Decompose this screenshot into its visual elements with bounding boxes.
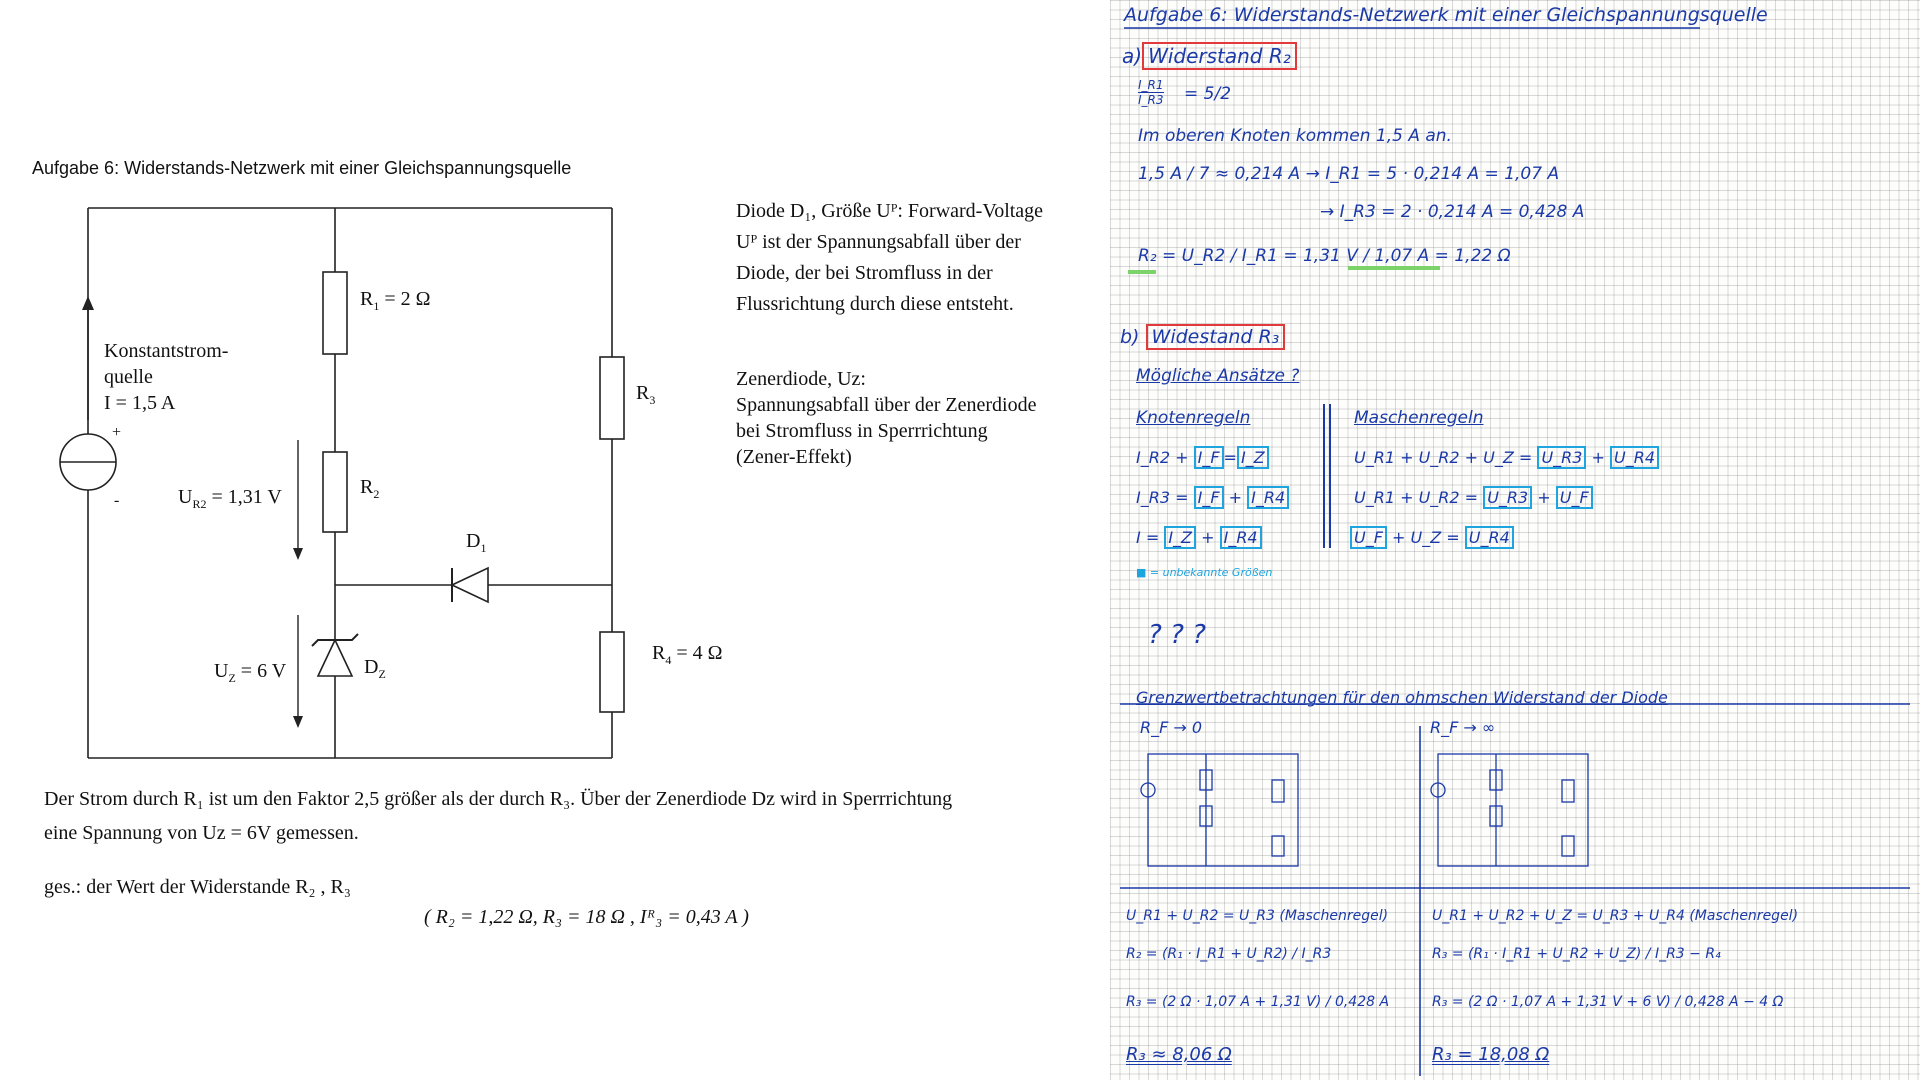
part-a-heading: a) Widerstand R₂ bbox=[1122, 44, 1297, 68]
part-b-heading: b) Widestand R₃ bbox=[1120, 326, 1285, 348]
case-right: R_F → ∞ bbox=[1430, 718, 1496, 737]
right-eq-1: U_R1 + U_R2 + U_Z = U_R3 + U_R4 (Maschenregel) bbox=[1432, 908, 1799, 924]
right-eq-2: R₃ = (R₁ · I_R1 + U_R2 + U_Z) / I_R3 − R₄ bbox=[1432, 946, 1721, 962]
left-eq-2: R₂ = (R₁ · I_R1 + U_R2) / I_R3 bbox=[1126, 946, 1332, 962]
knoten-text: Im oberen Knoten kommen 1,5 A an. bbox=[1138, 126, 1452, 146]
plus-label: + bbox=[112, 424, 122, 441]
maschen-eq-3: U_F + U_Z = U_R4 bbox=[1350, 528, 1514, 547]
maschen-eq-2: U_R1 + U_R2 = U_R3 + U_F bbox=[1354, 488, 1593, 507]
maschenregeln-label: Maschenregeln bbox=[1354, 408, 1484, 428]
calc-1: 1,5 A / 7 ≈ 0,214 A → I_R1 = 5 · 0,214 A = 1,07 A bbox=[1138, 164, 1560, 184]
ratio-value: = 5/2 bbox=[1184, 84, 1232, 104]
ratio-fraction: I_R1 I_R3 bbox=[1138, 78, 1164, 107]
maschen-eq-1: U_R1 + U_R2 + U_Z = U_R3 + U_R4 bbox=[1354, 448, 1659, 467]
sketch-circuit-right bbox=[1438, 754, 1588, 866]
dz-label: $D_Z$ bbox=[364, 656, 386, 681]
resistor-r3 bbox=[600, 357, 624, 439]
d1-label: $D_1$ bbox=[466, 530, 487, 555]
zener-diode-symbol bbox=[318, 640, 352, 676]
grenzwert-title: Grenzwertbetrachtungen für den ohmschen Widerstand der Diode bbox=[1136, 688, 1668, 707]
right-eq-3: R₃ = (2 Ω · 1,07 A + 1,31 V + 6 V) / 0,428 A − 4 Ω bbox=[1432, 994, 1784, 1010]
knoten-eq-1: I_R2 + I_F = I_Z bbox=[1136, 448, 1269, 467]
uz-label: $U_Z = 6$ V bbox=[214, 660, 287, 685]
knoten-eq-2: I_R3 = I_F + I_R4 bbox=[1136, 488, 1289, 507]
r1-label: $R_1 = 2$ Ω bbox=[360, 288, 431, 313]
left-eq-1: U_R1 + U_R2 = U_R3 (Maschenregel) bbox=[1126, 908, 1389, 924]
left-eq-3: R₃ = (2 Ω · 1,07 A + 1,31 V) / 0,428 A bbox=[1126, 994, 1390, 1010]
minus-label: - bbox=[114, 492, 120, 509]
problem-text: Der Strom durch R₁ ist um den Faktor 2,5 größer als der durch R₃. Über der Zenerdiode Dᴢ wird in Sperrrichtung eine Spannung von Uᴢ = 6V gemessen. bbox=[44, 788, 953, 844]
problem-title: Aufgabe 6: Widerstands-Netzwerk mit einer Gleichspannungsquelle bbox=[32, 158, 572, 178]
arrow-down-icon bbox=[293, 548, 303, 560]
left-result: R₃ ≈ 8,06 Ω bbox=[1126, 1044, 1232, 1065]
r4-label: $R_4 = 4$ Ω bbox=[652, 642, 723, 667]
legend-note: ■ = unbekannte Größen bbox=[1136, 566, 1273, 579]
question-marks: ? ? ? bbox=[1148, 620, 1206, 650]
arrow-up-icon bbox=[82, 296, 94, 310]
source-label: Konstantstrom- quelle I = 1,5 A bbox=[104, 340, 229, 414]
handwritten-notes bbox=[1110, 0, 1920, 1080]
r3-label: $R_3$ bbox=[636, 382, 656, 407]
ur2-label: $U_{R2} = 1,31$ V bbox=[178, 486, 282, 511]
case-left: R_F → 0 bbox=[1140, 718, 1203, 737]
resistor-r2 bbox=[323, 452, 347, 532]
zener-note: Zenerdiode, Uᴢ: Spannungsabfall über der Zenerdiode bei Stromfluss in Sperrrichtung (Zener-Effekt) bbox=[736, 368, 1037, 468]
diode-note: Diode D₁, Größe Uᴾ: Forward-Voltage Uᴾ ist der Spannungsabfall über der Diode, der bei Stromfluss in der Flussrichtung durch diese entsteht. bbox=[736, 200, 1044, 315]
r2-label: $R_2$ bbox=[360, 476, 380, 501]
notes-header: Aufgabe 6: Widerstands-Netzwerk mit einer Gleichspannungsquelle bbox=[1124, 4, 1768, 26]
knotenregeln-label: Knotenregeln bbox=[1136, 408, 1251, 428]
sketch-circuit-left bbox=[1148, 754, 1298, 866]
knoten-eq-3: I = I_Z + I_R4 bbox=[1136, 528, 1262, 547]
arrow-down-icon bbox=[293, 716, 303, 728]
diode-d1-symbol bbox=[452, 568, 488, 602]
r2-formula: R₂ = U_R2 / I_R1 = 1,31 V / 1,07 A = 1,22 Ω bbox=[1138, 246, 1511, 266]
resistor-r4 bbox=[600, 632, 624, 712]
wanted-text: ges.: der Wert der Widerstande R₂ , R₃ bbox=[44, 876, 351, 898]
resistor-r1 bbox=[323, 272, 347, 354]
ansatze-label: Mögliche Ansätze ? bbox=[1136, 366, 1300, 386]
calc-2: → I_R3 = 2 · 0,214 A = 0,428 A bbox=[1320, 202, 1585, 222]
answer-text: ( R₂ = 1,22 Ω, R₃ = 18 Ω , Iᴿ₃ = 0,43 A ) bbox=[424, 906, 749, 928]
right-result: R₃ = 18,08 Ω bbox=[1432, 1044, 1550, 1065]
